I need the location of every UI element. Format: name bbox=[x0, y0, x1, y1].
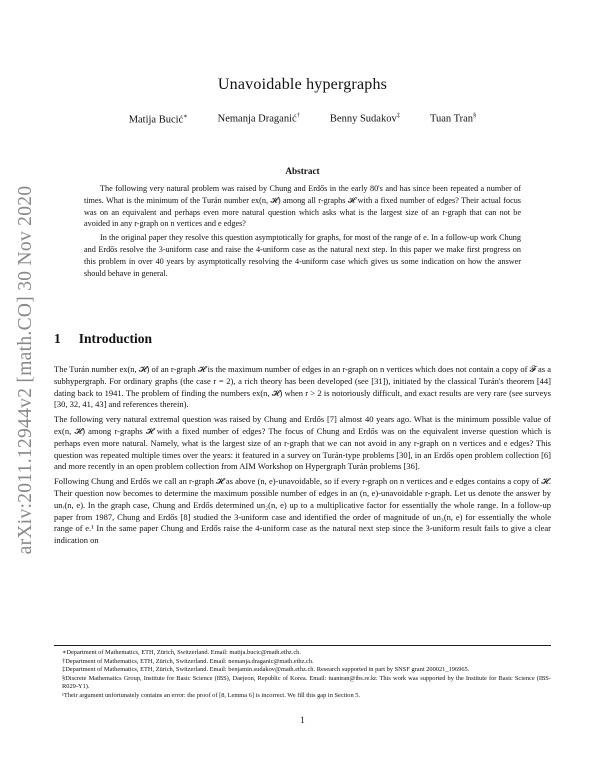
footnotes bbox=[54, 645, 551, 701]
section-number: 1 bbox=[54, 331, 61, 346]
abstract bbox=[84, 183, 521, 279]
author: Nemanja Draganić† bbox=[217, 112, 300, 125]
author: Tuan Tran§ bbox=[429, 112, 477, 125]
abstract-paragraph: In the original paper they resolve this question asymptotically for graphs, for most of the range of e. In a follow-up work Chung and Erdős resolve the 3-uniform case and raise the 4-uniform case as the natural next step. In this paper we make first progress on this problem in over 40 years by asymptotically resolving the 4-uniform case which gives us some indication on how the answer should behave in general. bbox=[84, 233, 521, 278]
author: Benny Sudakov‡ bbox=[329, 112, 400, 125]
section-heading bbox=[54, 331, 152, 347]
body-paragraph: Following Chung and Erdős we call an r-graph 𝓗 as above (n, e)-unavoidable, so if every r-graph on n vertices and e edges contains a copy of 𝓗. Their question now becomes to determine the maximum possible number of edges in an (n, e)-unavoidable r-graph. Let us denote the answer by unᵣ(n, e). In the graph case, Chung and Erdős determined un₂(n, e) up to a multiplicative factor for essentially the whole range. In a follow-up paper from 1987, Chung and Erdős [8] studied the 3-uniform case and identified the order of magnitude of un₃(n, e) for essentially the whole range of e.¹ In the same paper Chung and Erdős raise the 4-uniform case as the natural next step since the 3-uniform result fails to give a clear indication on bbox=[54, 476, 551, 546]
body-paragraph: The following very natural extremal question was raised by Chung and Erdős [7] almost 40 years ago. What is the minimum possible value of ex(n, 𝓗) among r-graphs 𝓗 with a fixed number of edges? The focus of Chung and Erdős was on the equivalent inverse question which is perhaps even more natural. Namely, what is the largest size of an r-graph that we can not avoid in any r-graph on n vertices and e edges? This question was repeated multiple times over the years: it featured in a survey on Turán-type problems [30], in an Erdős open problem collection [6] and more recently in an open problem collection from AIM Workshop on Hypergraph Turán problems [36]. bbox=[54, 414, 551, 472]
footnote: †Department of Mathematics, ETH, Zürich, Switzerland. Email: nemanja.draganic@math.ethz.ch. bbox=[62, 657, 314, 665]
paper-title: Unavoidable hypergraphs bbox=[217, 76, 388, 93]
section-body bbox=[54, 364, 551, 550]
arxiv-id: arXiv:2011.12944v2 [math.CO] 30 Nov 2020 bbox=[15, 185, 36, 555]
author: Matija Bucić∗ bbox=[128, 113, 188, 126]
abstract-heading: Abstract bbox=[285, 166, 320, 176]
footnote: ¹Their argument unfortunately contains an error: the proof of [8, Lemma 6] is incorrect. We fill this gap in Section 5. bbox=[62, 691, 361, 699]
footnote: ∗Department of Mathematics, ETH, Zürich, Switzerland. Email: matija.bucic@math.ethz.ch. bbox=[62, 649, 301, 656]
footnote: ‡Department of Mathematics, ETH, Zürich, Switzerland. Email: benjamin.sudakov@math.ethz.ch. Research supported in part by SNSF grant 200021_196965. bbox=[62, 666, 470, 674]
body-paragraph: The Turán number ex(n, 𝓗) of an r-graph 𝓗 is the maximum number of edges in an r-graph on n vertices which does not contain a copy of 𝓕 as a subhypergraph. For ordinary graphs (the case r = 2), a rich theory has been developed (see [31]), initiated by the classical Turán's theorem [44] dating back to 1941. The problem of finding the numbers ex(n, 𝓗) when r > 2 is notoriously difficult, and exact results are very rare (see surveys [30, 32, 41, 43] and references therein). bbox=[54, 364, 551, 410]
abstract-paragraph: The following very natural problem was raised by Chung and Erdős in the early 80's and has since been repeated a number of times. What is the minimum of the Turán number ex(n, 𝓗) among all r-graphs 𝓗 with a fixed number of edges? Their actual focus was on an equivalent and perhaps even more natural question which asks what is the largest size of an r-graph that can not be avoided in any r-graph on n vertices and e edges? bbox=[84, 184, 521, 229]
page-number: 1 bbox=[300, 715, 305, 725]
section-title: Introduction bbox=[78, 331, 153, 346]
author-list bbox=[54, 112, 551, 126]
footnote: §Discrete Mathematics Group, Institute for Basic Science (IBS), Daejeon, Republic of Korea. Email: tuantran@ibs.re.kr. This work was supported by the Institute for Basic Science (IBS-R029-Y1). bbox=[62, 674, 551, 691]
arxiv-stamp bbox=[8, 170, 44, 570]
